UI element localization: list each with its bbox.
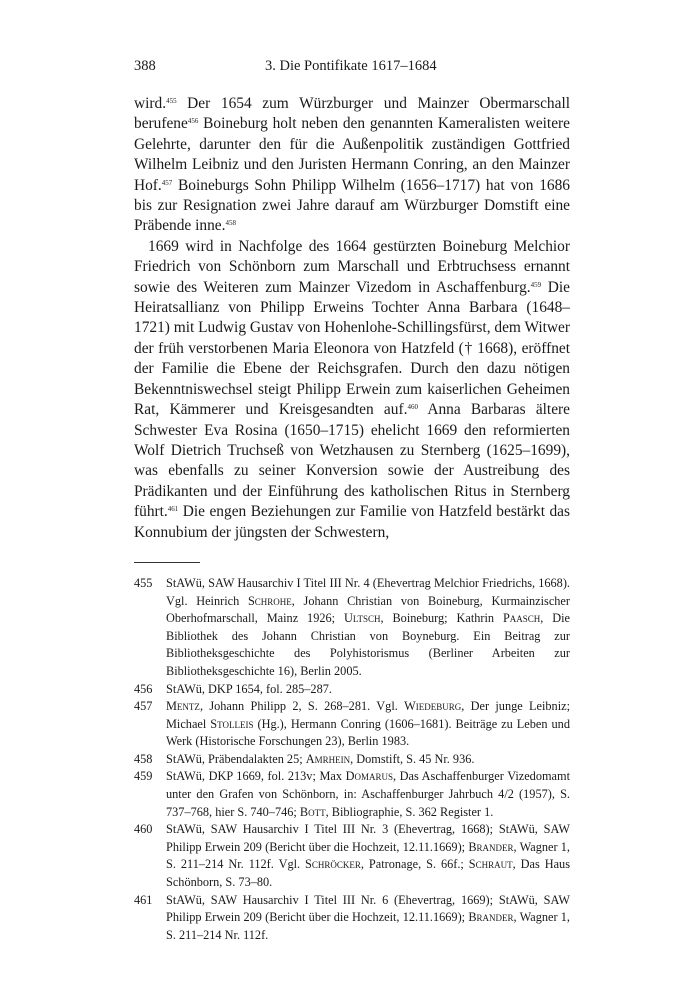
footnote-ref-456[interactable]: 456 xyxy=(187,117,199,126)
paragraph xyxy=(134,237,570,543)
footnote-number: 458 xyxy=(134,751,153,766)
text-run: Anna Barbaras ältere Schwester Eva Rosina (1650–1715) ehelicht 1669 den reformierten Wolf Dietrich Truchseß von Wetzhausen zu Sternberg (1625–1699), was ebenfalls zu seiner Konversion sowie der Austreibung des Prädikanten und der Einführung des katholischen Ritus in Sternberg führt. xyxy=(134,401,570,521)
text-run: 1669 wird in Nachfolge des 1664 gestürzten Boineburg Melchior Friedrich von Schönborn zum Marschall und Erbtruchsess ernannt sowie des Weiteren zum Mainzer Vizedom in Aschaffenburg. xyxy=(134,237,570,296)
running-header xyxy=(134,58,570,80)
footnote-461 xyxy=(134,892,570,945)
footnote-number: 456 xyxy=(134,681,153,696)
author-name: Amrhein xyxy=(305,751,351,766)
text-run: StAWü, SAW Hausarchiv I Titel III Nr. 3 (Ehevertrag, 1668); StAWü, SAW Philipp Erwein 209 (Bericht über die Hochzeit, 12.11.1669); xyxy=(166,822,570,854)
text-run: , Domstift, S. 45 Nr. 936. xyxy=(350,751,475,766)
footnote-ref-461[interactable]: 461 xyxy=(167,505,179,514)
author-name: Schraut xyxy=(468,857,513,872)
footnote-456 xyxy=(134,681,570,699)
text-run: , Die Bibliothek des Johann Christian von Boyneburg. Ein Beitrag zur Bibliotheksgeschichte des Polyhistorismus (Berliner Arbeiten zur Bibliotheksgeschichte 16), Berlin 2005. xyxy=(166,611,571,678)
text-run: , Der junge Leibniz; Michael xyxy=(166,699,570,731)
text-run: Die engen Beziehungen zur Familie von Hatzfeld bestärkt das Konnubium der jüngsten der Schwestern, xyxy=(134,503,570,541)
text-run: StAWü, DKP 1669, fol. 213v; Max xyxy=(166,769,346,784)
text-run: Die Heiratsallianz von Philipp Erweins Tochter Anna Barbara (1648–1721) mit Ludwig Gustav von Hohenlohe-Schillingsfürst, dem Witwer der früh verstorbenen Maria Eleonora von Hatzfeld († 1668), eröffnet der Familie die Ebene der Reichsgrafen. Durch den dazu nötigen Bekenntniswechsel steigt Philipp Erwein zum kaiserlichen Geheimen Rat, Kämmerer und Kreisgesandten auf. xyxy=(134,278,570,419)
footnote-number: 460 xyxy=(134,822,153,837)
text-run: , Patronage, S. 66f.; xyxy=(360,857,469,872)
text-run: , Wagner 1, S. 211–214 Nr. 112f. Vgl. xyxy=(166,839,571,872)
author-name: Wiedeburg xyxy=(404,699,462,714)
footnote-459 xyxy=(134,768,570,821)
text-run: Der 1654 zum Würzburger und Mainzer Obermarschall berufene xyxy=(134,95,570,133)
text-run: , Das Haus Schönborn, S. 73–80. xyxy=(166,857,570,890)
footnote-number: 455 xyxy=(134,575,153,590)
text-run: , Das Aschaffenburger Vizedomamt unter den Grafen von Schönborn, in: Aschaffenburger Jahrbuch 4/2 (1957), S. 737–768, hier S. 740–746; xyxy=(166,769,570,819)
text-run: StAWü, DKP 1654, fol. 285–287. xyxy=(166,681,332,696)
footnote-ref-459[interactable]: 459 xyxy=(530,280,542,289)
author-name: Schröcker xyxy=(305,857,361,872)
running-title: 3. Die Pontifikate 1617–1684 xyxy=(265,58,437,74)
author-name: Brander xyxy=(468,910,514,925)
text-run: Boineburgs Sohn Philipp Wilhelm (1656–1717) hat von 1686 bis zur Resignation zwei Jahre darauf am Würzburger Domstift eine Präbende inne. xyxy=(134,176,570,235)
footnotes xyxy=(134,575,570,944)
paragraph xyxy=(134,94,570,237)
author-name: Paasch xyxy=(502,611,541,626)
footnote-number: 461 xyxy=(134,892,153,907)
book-page xyxy=(134,58,570,944)
footnote-ref-455[interactable]: 455 xyxy=(166,97,177,105)
footnote-455 xyxy=(134,575,570,681)
author-name: Schrohe xyxy=(247,593,292,608)
text-run: , Wagner 1, S. 211–214 Nr. 112f. xyxy=(166,910,571,942)
footnote-460 xyxy=(134,821,570,891)
author-name: Bott xyxy=(299,804,326,819)
footnote-ref-460[interactable]: 460 xyxy=(407,403,418,412)
footnote-ref-457[interactable]: 457 xyxy=(161,178,173,187)
text-run: , Boineburg; Kathrin xyxy=(380,611,503,626)
author-name: Stolleis xyxy=(210,716,254,731)
text-run: Boineburg holt neben den genannten Kameralisten weitere Gelehrte, darunter den für die Außenpolitik zuständigen Gottfried Wilhelm Leibniz und den Juristen Hermann Conring, an den Mainzer Hof. xyxy=(134,115,570,194)
footnote-divider xyxy=(134,562,200,563)
text-run: , Johann Philipp 2, S. 268–281. Vgl. xyxy=(199,699,405,714)
author-name: Brander xyxy=(468,839,514,854)
footnote-number: 459 xyxy=(134,769,153,784)
footnote-ref-458[interactable]: 458 xyxy=(225,219,236,228)
author-name: Mentz xyxy=(166,699,200,714)
footnote-458 xyxy=(134,751,570,769)
text-run: (Hg.), Hermann Conring (1606–1681). Beiträge zu Leben und Werk (Historische Forschungen 23), Berlin 1983. xyxy=(166,716,570,749)
footnote-457 xyxy=(134,698,570,751)
text-run: , Bibliographie, S. 362 Register 1. xyxy=(325,804,494,819)
text-run: , Johann Christian von Boineburg, Kurmainzischer Oberhofmarschall, Mainz 1926; xyxy=(166,593,570,626)
text-run: wird. xyxy=(134,95,167,112)
page-number: 388 xyxy=(134,58,156,74)
author-name: Ultsch xyxy=(343,611,381,626)
main-text xyxy=(134,94,570,543)
footnote-number: 457 xyxy=(134,699,153,714)
text-run: StAWü, Präbendalakten 25; xyxy=(166,751,306,766)
text-run: StAWü, SAW Hausarchiv I Titel III Nr. 4 (Ehevertrag Melchior Friedrichs, 1668). Vgl. Heinrich xyxy=(166,575,570,608)
text-run: StAWü, SAW Hausarchiv I Titel III Nr. 6 (Ehevertrag, 1669); StAWü, SAW Philipp Erwein 209 (Bericht über die Hochzeit, 12.11.1669); xyxy=(166,892,570,925)
author-name: Domarus xyxy=(345,769,393,784)
